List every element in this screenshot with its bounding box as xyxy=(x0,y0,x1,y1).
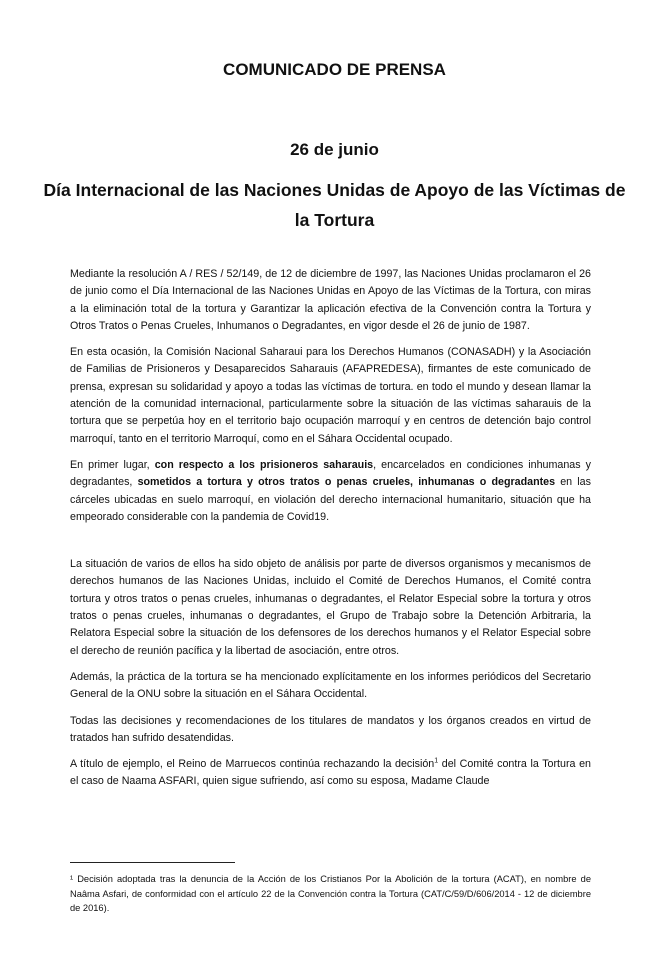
paragraph-prisoners xyxy=(70,457,591,526)
document-subtitle: Día Internacional de las Naciones Unidas de Apoyo de las Víctimas de la Tortura xyxy=(43,180,626,230)
paragraph-example xyxy=(70,756,591,791)
paragraph-prisoners-bold-d: sometidos a tortura y otros tratos o penas crueles, inhumanas o degradantes xyxy=(137,476,556,489)
footnote-reference: 1 xyxy=(434,757,439,765)
footnote-text: Decisión adoptada tras la denuncia de la Acción de los Cristianos Por la Abolición de la tortura (ACAT), en nombre de Naâma Asfari, de conformidad con el artículo 22 de la Convención contra la Tortura (CAT/C/59/D/606/2014 - 12 de diciembre de 2016). xyxy=(70,874,591,913)
paragraph-example-text-b: del Comité contra la Tortura en el caso de Naama ASFARI, quien sigue sufriendo, así como su esposa, Madame Claude xyxy=(70,758,591,788)
footnote xyxy=(70,872,591,916)
paragraph-resolution: Mediante la resolución A / RES / 52/149, de 12 de diciembre de 1997, las Naciones Unidas proclamaron el 26 de junio como el Día Internacional de las Naciones Unidas en Apoyo de las Víctimas de la Tortura, con miras a la eliminación total de la tortura y Garantizar la aplicación efectiva de la Convención contra la Tortura y Otros Tratos o Penas Crueles, Inhumanos o Degradantes, en vigor desde el 26 de junio de 1987. xyxy=(70,268,591,332)
document-body xyxy=(70,266,591,800)
paragraph-solidarity: En esta ocasión, la Comisión Nacional Saharaui para los Derechos Humanos (CONASADH) y la Asociación de Familias de Prisioneros y Desaparecidos Saharauis (AFAPREDESA), firmantes de este comunicado de prensa, expresan su solidaridad y apoyo a todas las víctimas de tortura. en todo el mundo y desean llamar la atención de la comunidad internacional, particularmente sobre la situación de las víctimas saharauis de la tortura que se perpetúa hoy en el territorio bajo ocupación marroquí y en centros de detención bajo control marroquí, tanto en el territorio Marroquí, como en el Sáhara Occidental ocupado. xyxy=(70,346,591,445)
paragraph-decisions: Todas las decisiones y recomendaciones de los titulares de mandatos y los órganos creados en virtud de tratados han sufrido desatendidas. xyxy=(70,714,591,744)
paragraph-prisoners-text-c: , encarcelados en condiciones inhumanas y degradantes, xyxy=(70,458,591,489)
paragraph-prisoners-text-e: en las cárceles ubicadas en suelo marroquí, en violación del derecho internacional humanitario, situación que ha empeorado considerable con la pandemia de Covid19. xyxy=(70,476,591,523)
paragraph-un-mechanisms: La situación de varios de ellos ha sido objeto de análisis por parte de diversos organismos y mecanismos de derechos humanos de las Naciones Unidas, incluido el Comité de Derechos Humanos, el Comité contra tortura y otros tratos o penas crueles, inhumanas o degradantes, el Relator Especial sobre la tortura y otros tratos o penas crueles, inhumanas o degradantes, el Grupo de Trabajo sobre la Detención Arbitraria, la Relatora Especial sobre la situación de los defensores de los derechos humanos y el Relator Especial sobre el derecho de reunión pacífica y la libertad de asociación, entre otros. xyxy=(70,558,591,657)
document-date: 26 de junio xyxy=(290,140,379,159)
paragraph-prisoners-text-a: En primer lugar, xyxy=(70,458,155,471)
footnote-marker: ¹ xyxy=(70,874,74,884)
paragraph-example-text-a: A título de ejemplo, el Reino de Marruecos continúa rechazando la decisión xyxy=(70,758,435,771)
paragraph-prisoners-bold-a: con respecto a los prisioneros saharauis xyxy=(154,458,374,471)
footnote-divider xyxy=(70,862,235,863)
document-title: COMUNICADO DE PRENSA xyxy=(223,60,446,79)
paragraph-secretary-general: Además, la práctica de la tortura se ha mencionado explícitamente en los informes periódicos del Secretario General de la ONU sobre la situación en el Sáhara Occidental. xyxy=(70,670,591,701)
